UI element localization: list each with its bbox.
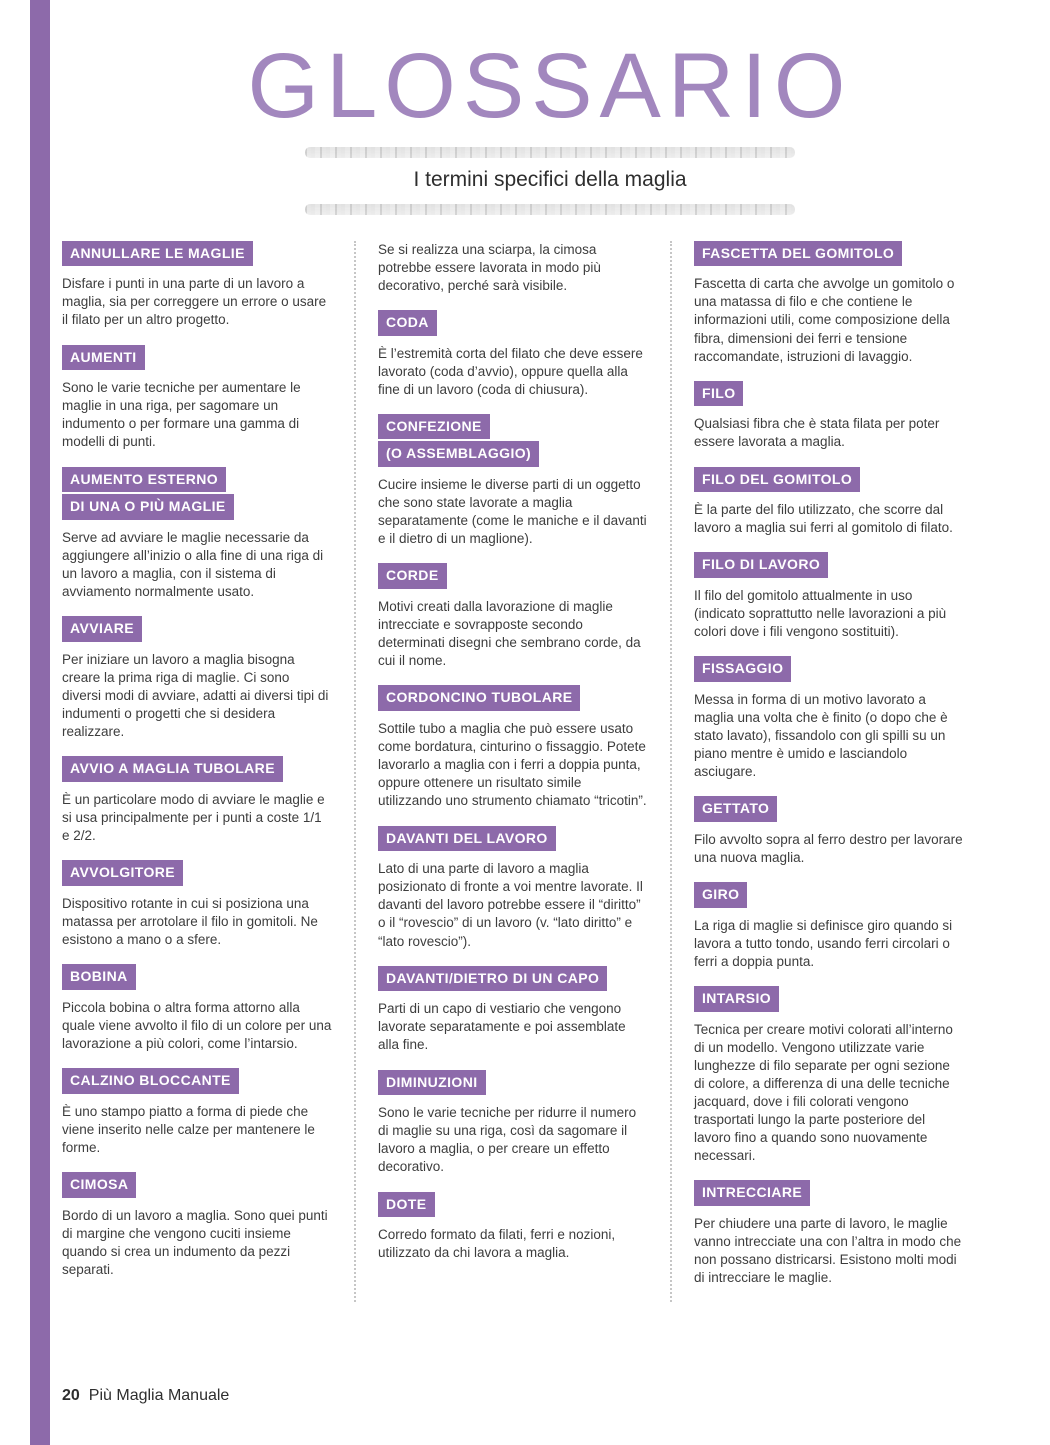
glossary-entry xyxy=(378,826,648,951)
term-definition: Serve ad avviare le maglie necessarie da aggiungere all’inizio o alla fine di una riga di un lavoro a maglia, con il sistema di avviamento normalmente usato. xyxy=(62,529,324,600)
glossary-entry xyxy=(62,241,332,330)
glossary-entry xyxy=(378,563,648,670)
glossary-column-1 xyxy=(62,241,354,1303)
glossary-entry xyxy=(62,616,332,741)
term-definition: Cucire insieme le diverse parti di un oggetto che sono state lavorate a maglia separatamente (come le maniche e il davanti e il dietro di un maglione). xyxy=(378,477,647,547)
term-heading-line: DI UNA O PIÙ MAGLIE xyxy=(62,494,234,520)
glossary-entry xyxy=(378,414,648,549)
term-heading-line: AUMENTO ESTERNO xyxy=(62,467,226,493)
term-heading-line: DAVANTI/DIETRO DI UN CAPO xyxy=(378,966,607,992)
term-heading xyxy=(694,882,964,910)
glossary-entry xyxy=(694,467,964,538)
glossary-entry xyxy=(694,656,964,781)
term-definition: Bordo di un lavoro a maglia. Sono quei punti di margine che vengono cuciti insieme quando si crea un indumento da pezzi separati. xyxy=(62,1207,328,1277)
glossary-column-2 xyxy=(354,241,670,1303)
glossary-entry xyxy=(378,966,648,1055)
term-heading-line: FASCETTA DEL GOMITOLO xyxy=(694,241,902,267)
term-definition: Lato di una parte di lavoro a maglia posizionato di fronte a voi mentre lavorate. Il davanti del lavoro potrebbe essere il “diritto” o il “rovescio” di un lavoro (v. “lato diritto” e “lato rovescio”). xyxy=(378,861,643,949)
term-heading xyxy=(694,381,964,409)
term-definition: Sono le varie tecniche per ridurre il numero di maglie su una riga, così da sagomare il lavoro a maglia, o per creare un effetto decorativo. xyxy=(378,1105,637,1175)
term-heading xyxy=(62,616,332,644)
term-heading xyxy=(694,1180,964,1208)
left-accent-bar xyxy=(30,0,50,1445)
term-heading xyxy=(694,552,964,580)
term-heading-line: DIMINUZIONI xyxy=(378,1070,486,1096)
term-heading xyxy=(62,860,332,888)
glossary-entry xyxy=(62,964,332,1053)
glossary-entry xyxy=(378,1070,648,1177)
term-definition: Messa in forma di un motivo lavorato a maglia una volta che è finito (o dopo che è stato lavato), fissandolo con gli spilli su un piano mentre è umido e lasciandolo asciugare. xyxy=(694,691,948,780)
term-heading-line: AUMENTI xyxy=(62,345,145,371)
glossary-entry xyxy=(694,241,964,366)
term-definition: Qualsiasi fibra che è stata filata per poter essere lavorata a maglia. xyxy=(694,416,940,450)
term-heading xyxy=(694,467,964,495)
term-heading xyxy=(694,986,964,1014)
term-heading xyxy=(62,756,332,784)
term-heading xyxy=(378,310,648,338)
glossary-entry xyxy=(62,860,332,949)
term-heading-line: ANNULLARE LE MAGLIE xyxy=(62,241,253,267)
term-definition: La riga di maglie si definisce giro quando si lavora a tutto tondo, usando ferri circolari o ferri a doppia punta. xyxy=(694,917,953,970)
glossary-columns xyxy=(62,241,986,1303)
term-heading xyxy=(378,685,648,713)
term-heading-line: INTARSIO xyxy=(694,986,779,1012)
glossary-entry xyxy=(62,1068,332,1157)
term-definition: Corredo formato da filati, ferri e nozioni, utilizzato da chi lavora a maglia. xyxy=(378,1227,616,1261)
term-heading-line: DOTE xyxy=(378,1192,435,1218)
term-heading-line: AVVOLGITORE xyxy=(62,860,183,886)
term-heading-line: DAVANTI DEL LAVORO xyxy=(378,826,556,852)
term-heading-line: GIRO xyxy=(694,882,747,908)
page-number: 20 xyxy=(62,1387,80,1404)
term-heading xyxy=(694,656,964,684)
term-definition: Parti di un capo di vestiario che vengono lavorate separatamente e poi assemblate alla fine. xyxy=(378,1001,626,1053)
glossary-entry xyxy=(694,1180,964,1287)
term-heading-line: CODA xyxy=(378,310,437,336)
term-heading xyxy=(694,241,964,269)
term-definition: È l’estremità corta del filato che deve essere lavorato (coda d’avvio), oppure quella alla fine di un lavoro (coda di chiusura). xyxy=(378,345,643,397)
term-definition: Per chiudere una parte di lavoro, le maglie vanno intrecciate una con l’altra in modo che non possano districarsi. Esistono molti modi di intrecciare le maglie. xyxy=(694,1216,962,1286)
book-title: Più Maglia Manuale xyxy=(88,1387,230,1404)
term-heading-line: CALZINO BLOCCANTE xyxy=(62,1068,239,1094)
glossary-entry xyxy=(378,310,648,399)
term-heading-line: CORDE xyxy=(378,563,447,589)
term-heading xyxy=(694,796,964,824)
term-heading-line: GETTATO xyxy=(694,796,777,822)
term-heading xyxy=(62,241,332,269)
term-heading xyxy=(378,1070,648,1098)
term-heading xyxy=(62,964,332,992)
term-heading-line: INTRECCIARE xyxy=(694,1180,810,1206)
term-heading-line: CORDONCINO TUBOLARE xyxy=(378,685,580,711)
term-definition: Tecnica per creare motivi colorati all’interno di un modello. Vengono utilizzate varie lunghezze di filo separate per ogni sezione di colore, a differenza di una delle tecniche jacquard, dove i fili colorati vengono trasportati lungo la parte posteriore del lavoro fino a quando sono nuovamente necessari. xyxy=(694,1021,953,1164)
term-definition: Se si realizza una sciarpa, la cimosa potrebbe essere lavorata in modo più decorativo, perché sarà visibile. xyxy=(378,241,601,293)
term-definition: Dispositivo rotante in cui si posiziona una matassa per arrotolare il filo in gomitoli. Ne esistono a mano o a sfere. xyxy=(62,895,318,948)
term-heading xyxy=(62,345,332,373)
brush-stroke-top xyxy=(305,147,795,158)
term-heading-line: BOBINA xyxy=(62,964,136,990)
term-definition: Per iniziare un lavoro a maglia bisogna creare la prima riga di maglie. Ci sono diversi modi di avviare, adatti ai diversi tipi di indumenti o progetti che si desidera realizzare. xyxy=(62,651,329,740)
term-heading xyxy=(62,1068,332,1096)
term-definition: Fascetta di carta che avvolge un gomitolo o una matassa di filo e che contiene le informazioni utili, come composizione della fibra, dimensioni dei ferri e tensione raccomandate, istruzioni di lavaggio. xyxy=(694,276,955,364)
term-heading-line: (O ASSEMBLAGGIO) xyxy=(378,441,539,467)
glossary-entry xyxy=(62,467,332,602)
term-definition: Sono le varie tecniche per aumentare le maglie in una riga, per sagomare un indumento o per formare una gamma di modelli di punti. xyxy=(62,380,301,450)
glossary-entry xyxy=(694,986,964,1165)
term-heading-line: FILO xyxy=(694,381,743,407)
glossary-entry xyxy=(694,381,964,452)
term-heading xyxy=(62,1172,332,1200)
term-definition: Piccola bobina o altra forma attorno alla quale viene avvolto il filo di un colore per una lavorazione a più colori, come l’intarsio. xyxy=(62,999,332,1051)
term-heading xyxy=(62,467,332,522)
page-footer xyxy=(62,1387,229,1405)
glossary-entry xyxy=(62,345,332,452)
term-heading-line: AVVIARE xyxy=(62,616,142,642)
glossary-entry xyxy=(694,552,964,641)
term-heading xyxy=(378,563,648,591)
glossary-entry xyxy=(694,796,964,867)
term-definition: Sottile tubo a maglia che può essere usato come bordatura, cinturino o fissaggio. Potete lavorarlo a maglia con i ferri a doppia punta, oppure ottenere un risultato simile utilizzando uno strumento chiamato “tricotin”. xyxy=(378,721,647,809)
term-definition: Filo avvolto sopra al ferro destro per lavorare una nuova maglia. xyxy=(694,832,963,866)
page-title: GLOSSARIO xyxy=(247,35,853,137)
term-definition: Motivi creati dalla lavorazione di maglie intrecciate e sovrapposte secondo determinati disegni che sembrano corde, da cui il nome. xyxy=(378,599,641,669)
term-heading-line: CONFEZIONE xyxy=(378,414,490,440)
term-heading xyxy=(378,414,648,469)
glossary-entry xyxy=(62,1172,332,1279)
page-subtitle: I termini specifici della maglia xyxy=(413,167,687,191)
term-heading xyxy=(378,826,648,854)
glossary-entry xyxy=(378,241,648,295)
term-definition: È la parte del filo utilizzato, che scorre dal lavoro a maglia sui ferri al gomitolo di filato. xyxy=(694,502,953,536)
page-header xyxy=(50,0,1050,215)
term-heading xyxy=(378,966,648,994)
term-heading-line: FILO DEL GOMITOLO xyxy=(694,467,860,493)
glossary-entry xyxy=(694,882,964,971)
term-heading-line: FILO DI LAVORO xyxy=(694,552,828,578)
term-heading-line: FISSAGGIO xyxy=(694,656,791,682)
glossary-column-3 xyxy=(670,241,986,1303)
glossary-entry xyxy=(62,756,332,845)
brush-stroke-bottom xyxy=(305,204,795,215)
term-definition: Disfare i punti in una parte di un lavoro a maglia, sia per correggere un errore o usare il filato per un altro progetto. xyxy=(62,276,327,328)
term-definition: È uno stampo piatto a forma di piede che viene inserito nelle calze per mantenere le forme. xyxy=(62,1103,315,1155)
term-heading-line: AVVIO A MAGLIA TUBOLARE xyxy=(62,756,283,782)
term-definition: È un particolare modo di avviare le maglie e si usa principalmente per i punti a coste 1/1 e 2/2. xyxy=(62,791,325,844)
term-heading xyxy=(378,1192,648,1220)
term-definition: Il filo del gomitolo attualmente in uso (indicato soprattutto nelle lavorazioni a più colori dove i fili vengono sostituiti). xyxy=(694,588,947,640)
term-heading-line: CIMOSA xyxy=(62,1172,136,1198)
glossary-entry xyxy=(378,1192,648,1263)
glossary-entry xyxy=(378,685,648,810)
